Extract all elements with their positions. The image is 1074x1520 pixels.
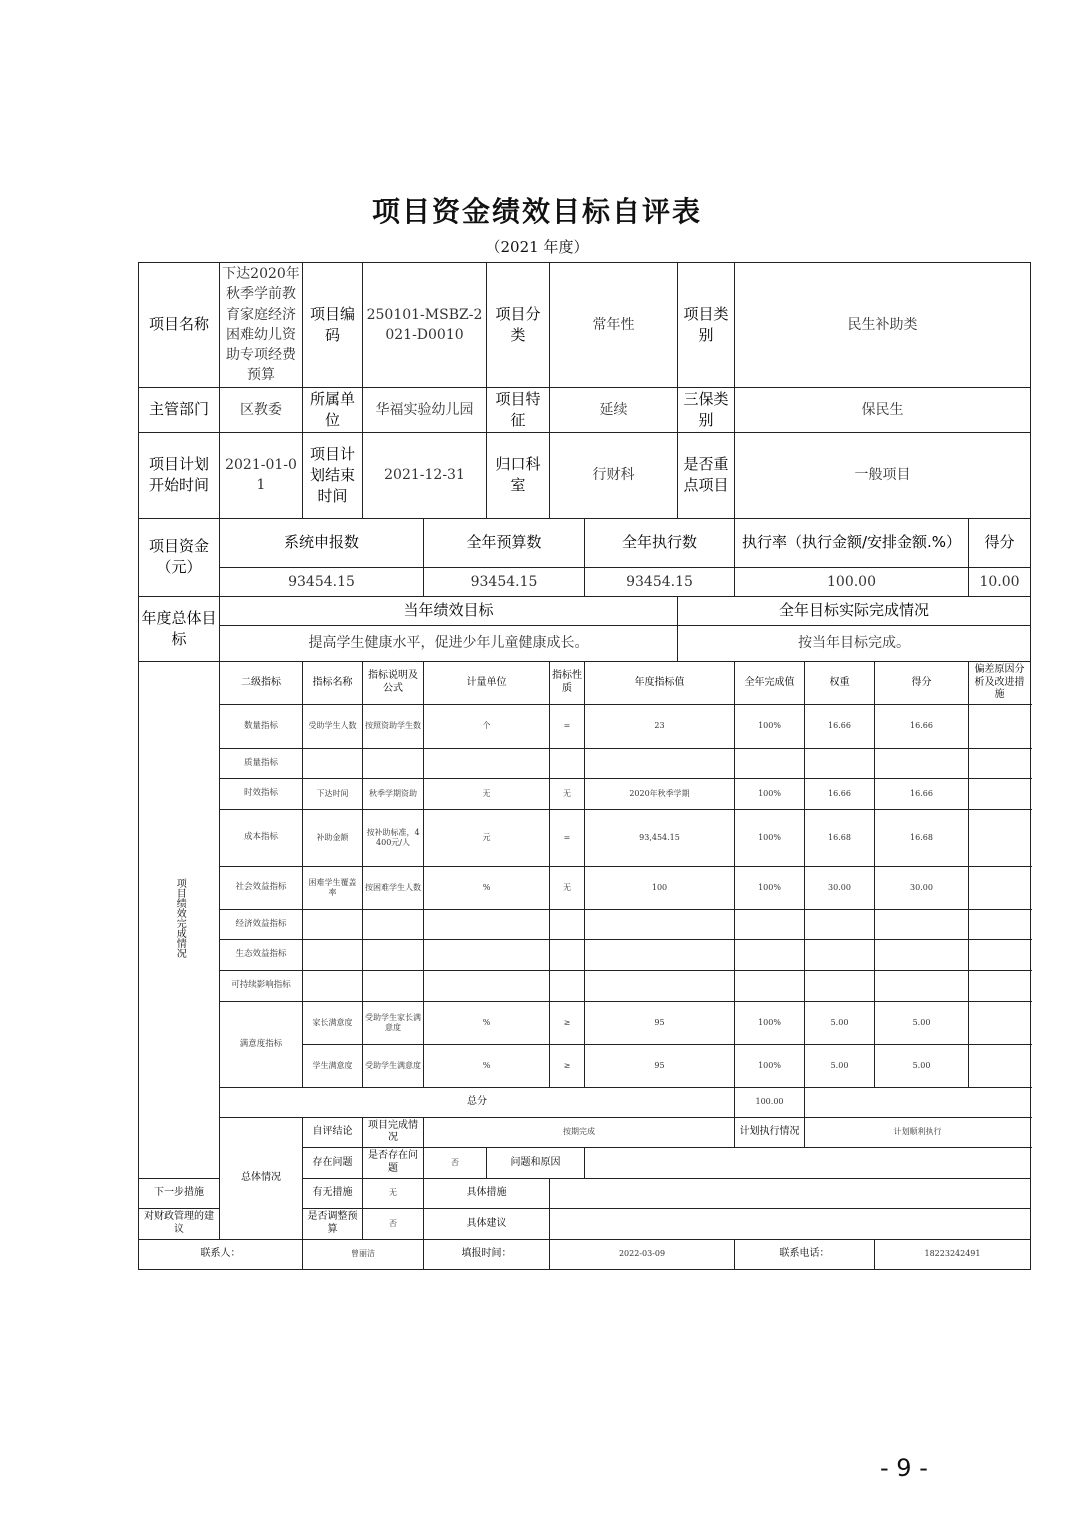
- completion-value: 按期完成: [424, 1117, 735, 1147]
- advice-detail-value: [550, 1208, 1031, 1239]
- perf-row-weight: 16.66: [805, 778, 875, 809]
- contact-value: 曾丽洁: [303, 1239, 424, 1269]
- satisfaction-row-name: 家长满意度: [303, 1001, 363, 1044]
- perf-row-name: [303, 748, 363, 778]
- satisfaction-row-note: [969, 1044, 1031, 1087]
- perf-row-desc: [363, 909, 424, 939]
- fill-time-label: 填报时间：: [424, 1239, 550, 1269]
- perf-row-unit: %: [424, 866, 550, 909]
- perf-row-name: 受助学生人数: [303, 704, 363, 748]
- perf-row-nature: =: [550, 704, 585, 748]
- perf-row-note: [969, 748, 1031, 778]
- perf-section-label: 项目绩效完成情况: [139, 661, 220, 1178]
- end-label: 项目计划结束时间: [303, 432, 363, 518]
- perf-row-note: [969, 909, 1031, 939]
- project-class: 常年性: [550, 263, 678, 388]
- perf-row-note: [969, 939, 1031, 970]
- advice-detail-label: 具体建议: [424, 1208, 550, 1239]
- perf-row-score: [875, 970, 969, 1001]
- perf-row-note: [969, 809, 1031, 866]
- start-label: 项目计划开始时间: [139, 432, 220, 518]
- perf-header-desc: 指标说明及公式: [363, 661, 424, 704]
- perf-row-nature: [550, 909, 585, 939]
- perf-row-target: [585, 909, 735, 939]
- has-measure-value: 无: [363, 1178, 424, 1208]
- goal-actual-header: 全年目标实际完成情况: [678, 596, 1031, 625]
- perf-row-name: 补助金额: [303, 809, 363, 866]
- satisfaction-row-nature: ≥: [550, 1044, 585, 1087]
- perf-row-nature: 无: [550, 778, 585, 809]
- satisfaction-row-name: 学生满意度: [303, 1044, 363, 1087]
- funds-score: 10.00: [969, 567, 1031, 596]
- fill-time-value: 2022-03-09: [550, 1239, 735, 1269]
- plan-exec-value: 计划顺利执行: [805, 1117, 1031, 1147]
- start-date: 2021-01-01: [220, 432, 303, 518]
- perf-row-l2: 生态效益指标: [220, 939, 303, 970]
- perf-row-done: 100%: [735, 809, 805, 866]
- perf-row-done: [735, 939, 805, 970]
- has-issue-value: 否: [424, 1147, 487, 1178]
- project-type-label: 项目类别: [678, 263, 735, 388]
- perf-row-unit: 个: [424, 704, 550, 748]
- perf-row-score: 16.66: [875, 778, 969, 809]
- perf-header-nature: 指标性质: [550, 661, 585, 704]
- perf-row-nature: [550, 939, 585, 970]
- end-date: 2021-12-31: [363, 432, 487, 518]
- satisfaction-row-done: 100%: [735, 1044, 805, 1087]
- funds-budget: 93454.15: [424, 567, 585, 596]
- goal-label: 年度总体目标: [139, 596, 220, 661]
- feature: 延续: [550, 387, 678, 432]
- satisfaction-row-weight: 5.00: [805, 1001, 875, 1044]
- total-score: 100.00: [735, 1087, 805, 1117]
- satisfaction-row-score: 5.00: [875, 1001, 969, 1044]
- satisfaction-row-weight: 5.00: [805, 1044, 875, 1087]
- advice-label: 对财政管理的建议: [139, 1208, 220, 1239]
- perf-row-target: [585, 970, 735, 1001]
- perf-row-l2: 数量指标: [220, 704, 303, 748]
- perf-header-unit: 计量单位: [424, 661, 550, 704]
- perf-row-weight: 16.66: [805, 704, 875, 748]
- perf-row-note: [969, 970, 1031, 1001]
- key-project: 一般项目: [735, 432, 1031, 518]
- perf-header-target: 年度指标值: [585, 661, 735, 704]
- perf-header-note: 偏差原因分析及改进措施: [969, 661, 1031, 704]
- phone-label: 联系电话：: [735, 1239, 875, 1269]
- perf-header-weight: 权重: [805, 661, 875, 704]
- document-year: （2021 年度）: [485, 238, 589, 256]
- perf-row-l2: 可持续影响指标: [220, 970, 303, 1001]
- perf-header-l2: 二级指标: [220, 661, 303, 704]
- perf-row-l2: 社会效益指标: [220, 866, 303, 909]
- perf-row-name: [303, 939, 363, 970]
- perf-row-target: 93,454.15: [585, 809, 735, 866]
- perf-row-unit: [424, 970, 550, 1001]
- project-name: 下达2020年秋季学前教育家庭经济困难幼儿资助专项经费预算: [220, 263, 303, 388]
- sanbao: 保民生: [735, 387, 1031, 432]
- perf-header-score: 得分: [875, 661, 969, 704]
- perf-row-desc: [363, 939, 424, 970]
- perf-row-target: 100: [585, 866, 735, 909]
- perf-row-score: 16.68: [875, 809, 969, 866]
- perf-header-done: 全年完成值: [735, 661, 805, 704]
- perf-row-desc: 按补助标准，4400元/人: [363, 809, 424, 866]
- total-label: 总分: [220, 1087, 735, 1117]
- perf-row-name: [303, 970, 363, 1001]
- project-code-label: 项目编码: [303, 263, 363, 388]
- has-measure-label: 有无措施: [303, 1178, 363, 1208]
- perf-row-unit: 元: [424, 809, 550, 866]
- issue-label: 存在问题: [303, 1147, 363, 1178]
- perf-row-score: [875, 909, 969, 939]
- has-issue-label: 是否存在问题: [363, 1147, 424, 1178]
- perf-row-score: [875, 939, 969, 970]
- self-evaluation-table: [138, 262, 1031, 1270]
- phone-value: 18223242491: [875, 1239, 1031, 1269]
- contact-label: 联系人：: [139, 1239, 303, 1269]
- perf-row-note: [969, 866, 1031, 909]
- satisfaction-row-note: [969, 1001, 1031, 1044]
- satisfaction-row-unit: %: [424, 1001, 550, 1044]
- perf-row-desc: 按照资助学生数: [363, 704, 424, 748]
- perf-row-done: 100%: [735, 704, 805, 748]
- perf-row-unit: [424, 909, 550, 939]
- project-name-label: 项目名称: [139, 263, 220, 388]
- office-label: 归口科室: [487, 432, 550, 518]
- satisfaction-row-done: 100%: [735, 1001, 805, 1044]
- funds-rate: 100.00: [735, 567, 969, 596]
- perf-row-weight: 30.00: [805, 866, 875, 909]
- issue-reason-label: 问题和原因: [487, 1147, 585, 1178]
- perf-row-name: 困难学生覆盖率: [303, 866, 363, 909]
- perf-row-weight: [805, 909, 875, 939]
- issue-reason-value: [585, 1147, 1031, 1178]
- next-label: 下一步措施: [139, 1178, 220, 1208]
- perf-row-weight: [805, 970, 875, 1001]
- perf-row-l2: 成本指标: [220, 809, 303, 866]
- perf-row-target: 23: [585, 704, 735, 748]
- measure-value: [550, 1178, 1031, 1208]
- satisfaction-row-unit: %: [424, 1044, 550, 1087]
- key-project-label: 是否重点项目: [678, 432, 735, 518]
- perf-row-target: [585, 748, 735, 778]
- goal-actual: 按当年目标完成。: [678, 625, 1031, 661]
- perf-row-done: [735, 748, 805, 778]
- project-type: 民生补助类: [735, 263, 1031, 388]
- satisfaction-label: 满意度指标: [220, 1001, 303, 1087]
- funds-rate-header: 执行率（执行金额/安排金额.%）: [735, 518, 969, 567]
- perf-row-desc: [363, 748, 424, 778]
- perf-row-nature: 无: [550, 866, 585, 909]
- perf-row-name: [303, 909, 363, 939]
- self-eval-label: 自评结论: [303, 1117, 363, 1147]
- perf-row-score: 30.00: [875, 866, 969, 909]
- perf-row-desc: [363, 970, 424, 1001]
- perf-row-weight: [805, 939, 875, 970]
- perf-row-target: [585, 939, 735, 970]
- office: 行财科: [550, 432, 678, 518]
- goal-target: 提高学生健康水平，促进少年儿童健康成长。: [220, 625, 678, 661]
- perf-row-note: [969, 778, 1031, 809]
- perf-row-weight: 16.68: [805, 809, 875, 866]
- adjust-label: 是否调整预算: [303, 1208, 363, 1239]
- perf-row-desc: 按困难学生人数: [363, 866, 424, 909]
- perf-row-l2: 质量指标: [220, 748, 303, 778]
- perf-row-note: [969, 704, 1031, 748]
- project-code: 250101-MSBZ-2021-D0010: [363, 263, 487, 388]
- funds-label: 项目资金（元）: [139, 518, 220, 596]
- measure-label: 具体措施: [424, 1178, 550, 1208]
- project-class-label: 项目分类: [487, 263, 550, 388]
- perf-row-desc: 秋季学期资助: [363, 778, 424, 809]
- satisfaction-row-score: 5.00: [875, 1044, 969, 1087]
- unit-label: 所属单位: [303, 387, 363, 432]
- funds-score-header: 得分: [969, 518, 1031, 567]
- perf-row-done: [735, 909, 805, 939]
- perf-row-nature: [550, 970, 585, 1001]
- perf-row-score: 16.66: [875, 704, 969, 748]
- page-number: - 9 -: [880, 1454, 928, 1482]
- perf-row-l2: 经济效益指标: [220, 909, 303, 939]
- perf-row-l2: 时效指标: [220, 778, 303, 809]
- dept-label: 主管部门: [139, 387, 220, 432]
- perf-row-unit: 无: [424, 778, 550, 809]
- satisfaction-row-target: 95: [585, 1044, 735, 1087]
- document-title: 项目资金绩效目标自评表: [371, 195, 702, 228]
- goal-target-header: 当年绩效目标: [220, 596, 678, 625]
- unit: 华福实验幼儿园: [363, 387, 487, 432]
- dept: 区教委: [220, 387, 303, 432]
- funds-executed: 93454.15: [585, 567, 735, 596]
- satisfaction-row-nature: ≥: [550, 1001, 585, 1044]
- total-empty: [805, 1087, 1031, 1117]
- perf-row-nature: =: [550, 809, 585, 866]
- sanbao-label: 三保类别: [678, 387, 735, 432]
- plan-exec-label: 计划执行情况: [735, 1117, 805, 1147]
- perf-row-target: 2020年秋季学期: [585, 778, 735, 809]
- funds-declared: 93454.15: [220, 567, 424, 596]
- perf-row-nature: [550, 748, 585, 778]
- funds-budget-header: 全年预算数: [424, 518, 585, 567]
- satisfaction-row-target: 95: [585, 1001, 735, 1044]
- funds-declared-header: 系统申报数: [220, 518, 424, 567]
- completion-label: 项目完成情况: [363, 1117, 424, 1147]
- perf-row-weight: [805, 748, 875, 778]
- adjust-value: 否: [363, 1208, 424, 1239]
- perf-row-name: 下达时间: [303, 778, 363, 809]
- funds-executed-header: 全年执行数: [585, 518, 735, 567]
- perf-row-done: 100%: [735, 866, 805, 909]
- perf-row-done: [735, 970, 805, 1001]
- perf-header-name: 指标名称: [303, 661, 363, 704]
- perf-row-score: [875, 748, 969, 778]
- satisfaction-row-desc: 受助学生满意度: [363, 1044, 424, 1087]
- satisfaction-row-desc: 受助学生家长满意度: [363, 1001, 424, 1044]
- perf-row-done: 100%: [735, 778, 805, 809]
- overall-label: 总体情况: [220, 1117, 303, 1239]
- perf-row-unit: [424, 748, 550, 778]
- perf-row-unit: [424, 939, 550, 970]
- feature-label: 项目特征: [487, 387, 550, 432]
